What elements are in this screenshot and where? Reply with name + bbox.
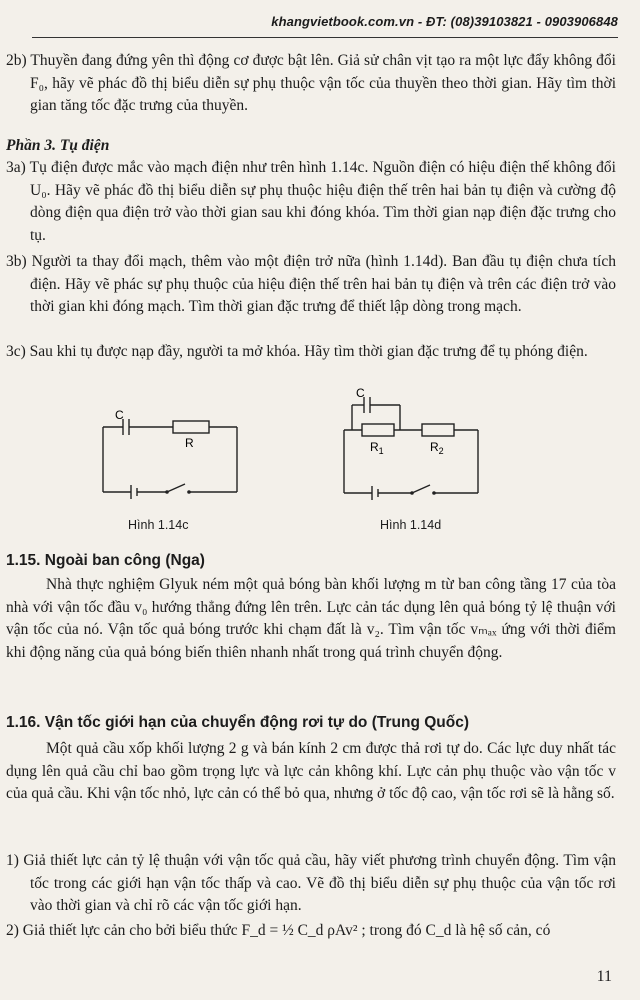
r2-label: $R_2$: [430, 440, 444, 456]
r1-label: $R_1$: [370, 440, 384, 456]
page-number: 11: [596, 968, 612, 985]
page-header: khangvietbook.com.vn - ĐT: (08)39103821 - 0903906848: [271, 14, 618, 29]
circuit-figure-1-14d: [338, 385, 488, 515]
section-title: Phần 3. Tụ điện: [6, 137, 110, 154]
paragraph-3a: 3a) Tụ điện được mắc vào mạch điện như trên hình 1.14c. Nguồn điện có hiệu điện thế không đổi U₀. Hãy vẽ phác đồ thị biểu diễn sự phụ thuộc hiệu điện thế trên hai bản tụ điện và cường độ dòng điện qua điện trở vào thời gian sau khi đóng khóa. Tìm thời gian nạp điện đặc trưng cho tụ.: [6, 159, 616, 244]
question-2: 2) Giả thiết lực cản cho bởi biểu thức F_d = ½ C_d ρAv² ; trong đó C_d là hệ số cản, có: [6, 922, 551, 939]
paragraph-3b: 3b) Người ta thay đổi mạch, thêm vào một điện trở nữa (hình 1.14d). Ban đầu tụ điện chưa tích điện. Hãy vẽ phác sự phụ thuộc của hiệu điện thế trên hai bản tụ điện và trên các điện trở vào thời gian khi đóng mạch. Tìm thời gian đặc trưng để thiết lập dòng trong mạch.: [6, 253, 616, 315]
capacitor-label-d: C: [356, 386, 365, 400]
resistor-label: R: [185, 436, 194, 450]
header-rule: [32, 37, 618, 38]
problem-1-16-text: Một quả cầu xốp khối lượng 2 g và bán kính 2 cm được thả rơi tự do. Các lực duy nhất tác dụng lên quả cầu chỉ bao gồm trọng lực và lực cản không khí. Lực cản phụ thuộc vào vận tốc v của quả cầu. Khi vận tốc nhỏ, lực cản có thể bỏ qua, nhưng ở tốc độ cao, vận tốc rơi sẽ là hằng số.: [6, 740, 616, 802]
circuit-figure-1-14c: [95, 405, 245, 515]
figure-caption-c: Hình 1.14c: [128, 518, 189, 532]
problem-1-15-heading: 1.15. Ngoài ban công (Nga): [6, 552, 205, 569]
figure-caption-d: Hình 1.14d: [380, 518, 442, 532]
capacitor-label: C: [115, 408, 124, 422]
problem-1-16-heading: 1.16. Vận tốc giới hạn của chuyển động rơi tự do (Trung Quốc): [6, 714, 469, 731]
paragraph-3c: 3c) Sau khi tụ được nạp đầy, người ta mở khóa. Hãy tìm thời gian đặc trưng để tụ phóng điện.: [6, 343, 588, 360]
problem-1-15-text: Nhà thực nghiệm Glyuk ném một quả bóng bàn khối lượng m từ ban công tầng 17 của tòa nhà với vận tốc đầu v₀ hướng thẳng đứng lên trên. Lực cản tác dụng lên quả bóng tỷ lệ thuận với vận tốc của nó. Vận tốc quả bóng trước khi chạm đất là v₂. Tìm vận tốc vₘₐₓ ứng với thời điểm khi động năng của quả bóng biến thiên nhanh nhất trong quá trình chuyển động.: [6, 576, 616, 661]
paragraph-2b: 2b) Thuyền đang đứng yên thì động cơ được bật lên. Giả sử chân vịt tạo ra một lực đẩy không đổi F₀, hãy vẽ phác đồ thị biểu diễn sự phụ thuộc vận tốc của thuyền theo thời gian. Hãy tìm thời gian tăng tốc đặc trưng của thuyền.: [6, 52, 616, 114]
question-1: 1) Giả thiết lực cản tỷ lệ thuận với vận tốc quả cầu, hãy viết phương trình chuyển động. Tìm vận tốc trong các giới hạn vận tốc thấp và cao. Vẽ đồ thị biểu diễn sự phụ thuộc của vận tốc rơi vào thời gian và chỉ rõ các vận tốc giới hạn.: [6, 852, 616, 914]
section-3-block: [6, 135, 616, 158]
